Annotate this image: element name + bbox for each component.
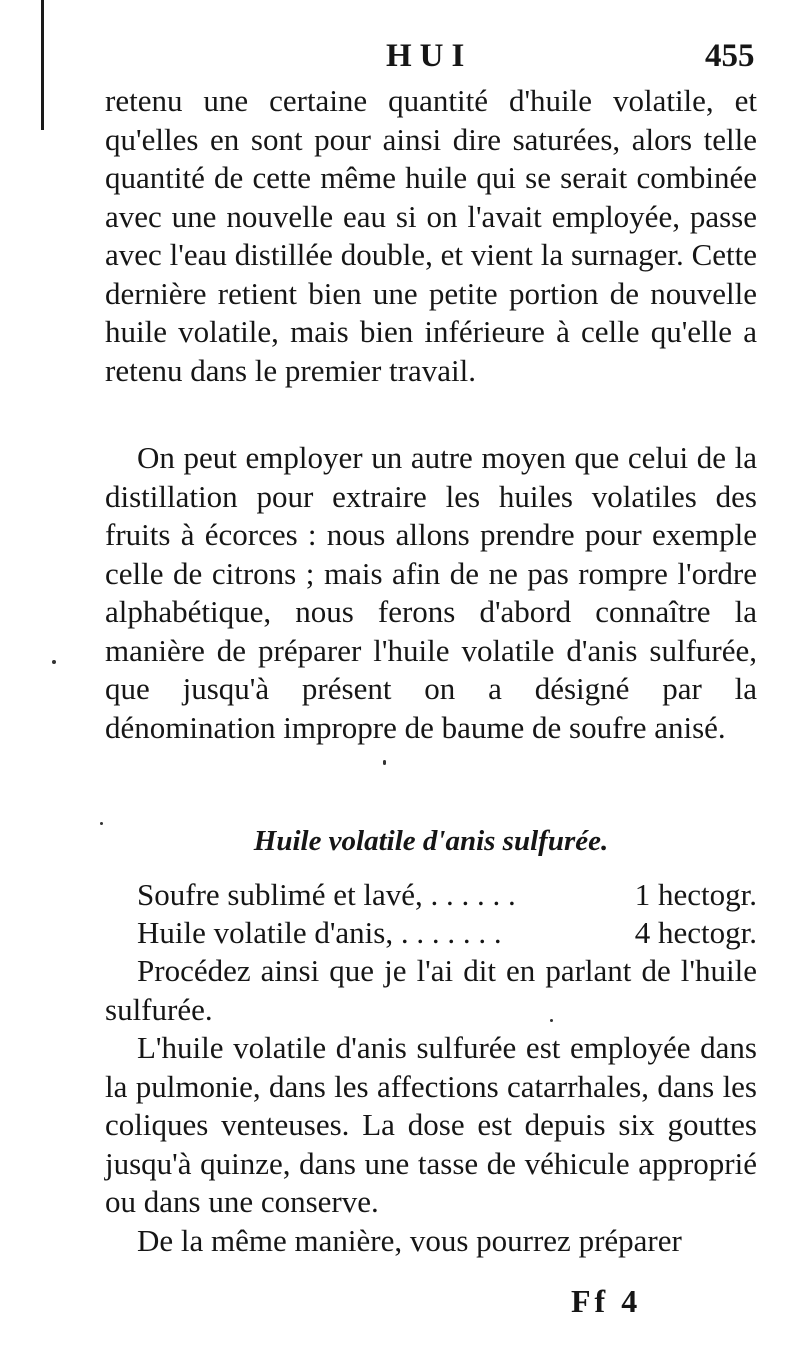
text-block-usage <box>105 952 757 1260</box>
section-heading: Huile volatile d'anis sulfurée. <box>253 825 609 857</box>
running-title: HUI <box>386 38 473 74</box>
text-block-method <box>105 439 757 747</box>
recipe-list <box>105 876 757 952</box>
paragraph-usage: L'huile volatile d'anis sulfurée est employée dans la pulmonie, dans les affections catarrhales, dans les coliques venteuses. La dose est depuis six gouttes jusqu'à quinze, dans une tasse de véhicule approprié ou dans une conserve. <box>105 1030 757 1219</box>
signature-mark: Ff 4 <box>571 1283 642 1319</box>
page-number: 455 <box>705 38 755 74</box>
print-speck <box>383 760 386 765</box>
recipe-row <box>105 914 757 952</box>
paragraph-continuation: retenu une certaine quantité d'huile volatile, et qu'elles en sont pour ainsi dire saturées, alors telle quantité de cette même huile qui se serait combinée avec une nouvelle eau si on l'avait employée, passe avec l'eau distillée double, et vient la surnager. Cette dernière retient bien une petite portion de nouvelle huile volatile, mais bien inférieure à celle qu'elle a retenu dans le premier travail. <box>105 83 757 388</box>
paragraph-method: On peut employer un autre moyen que celui de la distillation pour extraire les huiles volatiles des fruits à écorces : nous allons prendre pour exemple celle de citrons ; mais afin de ne pas rompre l'ordre alphabétique, nous ferons d'abord connaître la manière de préparer l'huile volatile d'anis sulfurée, que jusqu'à présent on a désigné par la dénomination impropre de baume de soufre anisé. <box>105 440 757 745</box>
recipe-ingredient: Huile volatile d'anis, . . . . . . . <box>137 915 502 950</box>
running-head <box>0 38 800 82</box>
paragraph-next: De la même manière, vous pourrez préparer <box>137 1222 682 1258</box>
paragraph-procedure: Procédez ainsi que je l'ai dit en parlant de l'huile sulfurée. <box>105 953 757 1027</box>
print-speck <box>550 1019 553 1022</box>
print-speck <box>100 822 103 825</box>
recipe-ingredient: Soufre sublimé et lavé, . . . . . . <box>137 877 516 912</box>
print-speck <box>52 660 56 664</box>
recipe-row <box>105 876 757 914</box>
recipe-quantity: 1 hectogr. <box>634 877 757 912</box>
text-block-continuation <box>105 82 757 390</box>
recipe-quantity: 4 hectogr. <box>634 915 757 950</box>
